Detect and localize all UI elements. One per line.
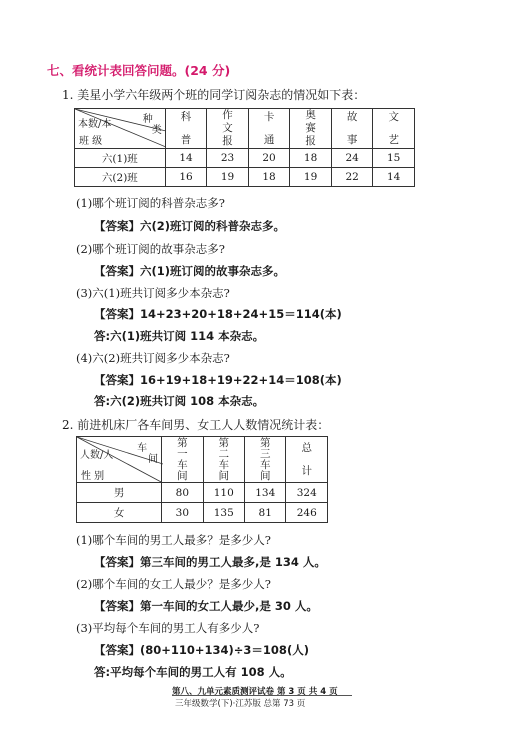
q1-stem: 1. 美星小学六年级两个班的同学订阅杂志的情况如下表： [62,88,366,102]
q1-answer3: 【答案】14+23+20+18+24+15＝114(本) [94,307,342,321]
footer-line2: 三年级数学(下)·江苏版 总第 73 页 [175,699,306,709]
footer-divider [172,695,352,696]
q2-corner-gender: 性 别 [81,471,105,482]
q1-corner-kind2: 类 [151,125,162,136]
q1-sub2: (2)哪个班订阅的故事杂志多? [76,242,225,256]
q2-sub1: (1)哪个车间的男工人最多？是多少人? [76,533,271,547]
cell: 23 [207,149,249,168]
cell: 30 [162,503,203,523]
q2-sub3: (3)平均每个车间的男工人有多少人? [76,621,260,635]
row-label: 男 [77,483,162,503]
cell: 135 [203,503,244,523]
table-row [77,503,328,523]
cell: 324 [286,483,328,503]
row-label: 女 [77,503,162,523]
q1-table [74,108,415,187]
q1-answer4: 【答案】16+19+18+19+22+14＝108(本) [94,373,342,387]
q2-col-header: 第 一 车 间 [162,437,203,483]
footer-line1: 第八、九单元素质测评试卷 第 3 页 共 4 页 [172,687,338,697]
q1-col-header: 文 艺 [373,109,415,149]
q2-table [76,436,328,523]
q1-answer4-conclusion: 答:六(2)班共订阅 108 本杂志。 [94,394,265,408]
cell: 22 [331,168,373,187]
q2-stem: 2. 前进机床厂各车间男、女工人人数情况统计表： [62,418,330,432]
q1-sub3: (3)六(1)班共订阅多少本杂志? [76,286,230,300]
q1-corner-kind: 种 [142,114,153,125]
cell: 81 [244,503,285,523]
table-row [75,149,415,168]
q2-col-header: 第 三 车 间 [244,437,285,483]
cell: 19 [290,168,332,187]
q1-col-header: 奥 赛 报 [290,109,332,149]
q1-header-corner [75,109,166,149]
q2-col-header: 总 计 [286,437,328,483]
q1-corner-class: 班 级 [79,136,103,147]
q1-corner-count: 本数/本 [78,119,112,130]
cell: 110 [203,483,244,503]
q1-col-header: 卡 通 [248,109,290,149]
cell: 14 [373,168,415,187]
q1-col-header: 故 事 [331,109,373,149]
q1-sub1: (1)哪个班订阅的科普杂志多? [76,196,225,210]
q2-corner-count: 人数/人 [80,450,114,461]
cell: 14 [165,149,207,168]
row-label: 六(1)班 [75,149,166,168]
cell: 18 [290,149,332,168]
q1-answer1: 【答案】六(2)班订阅的科普杂志多。 [94,219,286,233]
q2-answer2: 【答案】第一车间的女工人最少,是 30 人。 [94,599,318,613]
q2-corner-workshop: 车 [137,443,148,454]
q1-sub4: (4)六(2)班共订阅多少本杂志? [76,351,230,365]
row-label: 六(2)班 [75,168,166,187]
q2-corner-workshop2: 间 [148,454,159,465]
q1-col-header: 作 文 报 [207,109,249,149]
cell: 16 [165,168,207,187]
cell: 20 [248,149,290,168]
q1-answer2: 【答案】六(1)班订阅的故事杂志多。 [94,264,286,278]
q2-sub2: (2)哪个车间的女工人最少？是多少人? [76,577,271,591]
q2-answer1: 【答案】第三车间的男工人最多,是 134 人。 [94,555,326,569]
section-title: 七、看统计表回答问题。(24 分) [47,63,231,78]
q1-answer3-conclusion: 答:六(1)班共订阅 114 本杂志。 [94,329,265,343]
q1-col-header: 科 普 [165,109,207,149]
cell: 19 [207,168,249,187]
q2-answer3-conclusion: 答:平均每个车间的男工人有 108 人。 [94,665,292,679]
table-row [77,483,328,503]
cell: 15 [373,149,415,168]
cell: 24 [331,149,373,168]
cell: 134 [244,483,285,503]
q2-header-corner [77,437,162,483]
cell: 246 [286,503,328,523]
table-row [75,168,415,187]
cell: 80 [162,483,203,503]
cell: 18 [248,168,290,187]
q2-answer3: 【答案】(80+110+134)÷3＝108(人) [94,643,309,657]
q2-col-header: 第 二 车 间 [203,437,244,483]
